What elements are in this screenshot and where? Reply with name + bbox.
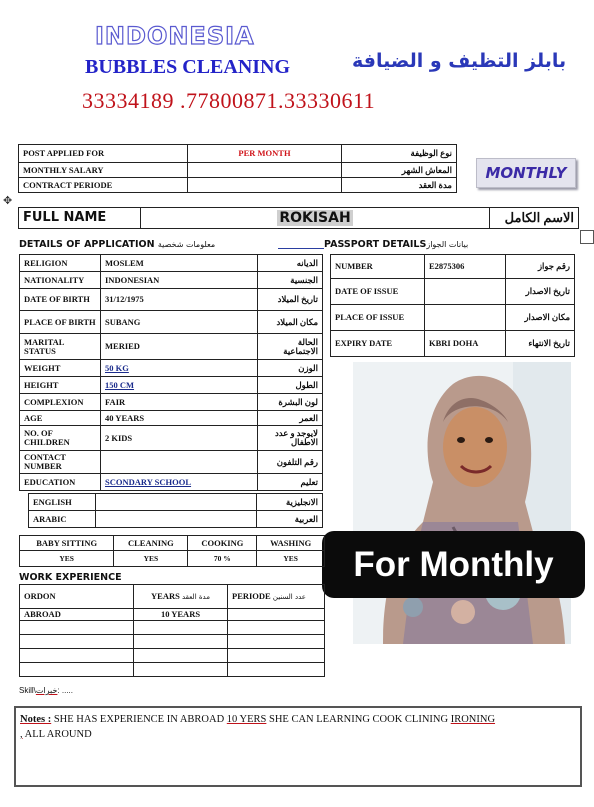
passport-value: KBRI DOHA (425, 331, 506, 357)
post-value: PER MONTH (188, 145, 342, 163)
detail-label: DATE OF BIRTH (20, 289, 101, 311)
passport-label: NUMBER (331, 255, 425, 279)
small-checkbox[interactable] (580, 230, 594, 244)
details-table (19, 254, 323, 491)
language-value (96, 511, 257, 528)
detail-label-ar: الوزن (258, 360, 323, 377)
detail-label: NO. OF CHILDREN (20, 426, 101, 451)
brand-arabic-name: بابلز التظيف و الضيافة (352, 50, 567, 72)
detail-label-ar: الحالة الاجتماعية (258, 334, 323, 360)
detail-label-ar: الديانه (258, 255, 323, 272)
detail-value: 50 KG (101, 360, 258, 377)
passport-label: EXPIRY DATE (331, 331, 425, 357)
work-header-periode-ar: عدد السنين (272, 592, 306, 601)
details-title (19, 239, 215, 250)
work-cell (134, 663, 228, 677)
passport-table (330, 254, 575, 357)
contract-label: CONTRACT PERIODE (19, 178, 188, 193)
language-label-ar: العربية (257, 511, 323, 528)
skill-header: WASHING (257, 536, 325, 551)
notes-part-underlined: , (20, 729, 23, 740)
work-cell (20, 649, 134, 663)
detail-label: COMPLEXION (20, 394, 101, 411)
work-cell (20, 663, 134, 677)
brand-title: INDONESIA (95, 22, 255, 50)
skill-header: CLEANING (114, 536, 188, 551)
passport-label: PLACE OF ISSUE (331, 305, 425, 331)
work-header-ordon: ORDON (20, 585, 134, 609)
detail-label: RELIGION (20, 255, 101, 272)
detail-label: MARITAL STATUS (20, 334, 101, 360)
brand-subtitle: BUBBLES CLEANING (85, 56, 291, 78)
work-experience-title: WORK EXPERIENCE (19, 572, 122, 583)
work-cell (228, 635, 325, 649)
work-experience-table (19, 584, 325, 677)
skill-value: YES (20, 551, 114, 567)
passport-value: E2875306 (425, 255, 506, 279)
passport-title-ar: بيانات الجواز (426, 240, 469, 249)
work-cell (20, 621, 134, 635)
detail-value: FAIR (101, 394, 258, 411)
full-name-text: ROKISAH (279, 209, 351, 226)
notes-part: SHE CAN LEARNING COOK CLINING (266, 714, 451, 725)
detail-label: CONTACT NUMBER (20, 451, 101, 474)
detail-label-ar: تاريخ الميلاد (258, 289, 323, 311)
skill-line (19, 686, 73, 695)
move-handle-icon[interactable]: ✥ (3, 195, 13, 207)
passport-title-text: PASSPORT DETAILS (324, 239, 427, 250)
passport-label-ar: مكان الاصدار (506, 305, 575, 331)
detail-value: INDONESIAN (101, 272, 258, 289)
salary-value (188, 163, 342, 178)
notes-text (20, 712, 576, 742)
detail-label: AGE (20, 411, 101, 426)
detail-label: EDUCATION (20, 474, 101, 491)
passport-label: DATE OF ISSUE (331, 279, 425, 305)
contract-value (188, 178, 342, 193)
work-cell (134, 649, 228, 663)
work-cell (228, 621, 325, 635)
skill-value: 70 % (188, 551, 257, 567)
skill-value: YES (114, 551, 188, 567)
detail-label: NATIONALITY (20, 272, 101, 289)
phone-numbers: 33334189 .77800871.33330611 (82, 88, 376, 113)
skill-ar: خبرات (35, 686, 58, 695)
notes-part-underlined: IRONING (450, 714, 496, 725)
applicant-photo-illustration (353, 362, 571, 644)
passport-label-ar: رقم جواز (506, 255, 575, 279)
post-table (18, 144, 457, 193)
full-name-label: FULL NAME (19, 208, 141, 229)
detail-value: MOSLEM (101, 255, 258, 272)
detail-value (101, 451, 258, 474)
passport-label-ar: تاريخ الانتهاء (506, 331, 575, 357)
detail-label-ar: لايوجد و عدد الاطفال (258, 426, 323, 451)
detail-label-ar: مكان الميلاد (258, 311, 323, 334)
detail-label-ar: العمر (258, 411, 323, 426)
work-cell: 10 YEARS (134, 609, 228, 621)
contract-label-ar: مدة العقد (342, 178, 457, 193)
for-monthly-banner: For Monthly (322, 531, 585, 598)
full-name-value (141, 208, 490, 229)
detail-value: SCONDARY SCHOOL (101, 474, 258, 491)
detail-value: MERIED (101, 334, 258, 360)
detail-value: 31/12/1975 (101, 289, 258, 311)
notes-part-underlined: 10 YERS (226, 714, 267, 725)
work-header-periode (228, 585, 325, 609)
detail-label-ar: الطول (258, 377, 323, 394)
language-value (96, 494, 257, 511)
detail-label: HEIGHT (20, 377, 101, 394)
skill-header: BABY SITTING (20, 536, 114, 551)
skill-header: COOKING (188, 536, 257, 551)
skill-value: YES (257, 551, 325, 567)
applicant-photo (353, 362, 571, 644)
work-cell (228, 649, 325, 663)
notes-part: SHE HAS EXPERIENCE IN ABROAD (51, 714, 227, 725)
detail-label-ar: رقم التلفون (258, 451, 323, 474)
detail-value: 150 CM (101, 377, 258, 394)
work-cell (228, 663, 325, 677)
notes-label: Notes : (20, 714, 52, 725)
salary-label: MONTHLY SALARY (19, 163, 188, 178)
detail-value: 40 YEARS (101, 411, 258, 426)
language-label: ARABIC (29, 511, 96, 528)
details-title-text: DETAILS OF APPLICATION (19, 239, 155, 250)
detail-label: WEIGHT (20, 360, 101, 377)
passport-label-ar: تاريخ الاصدار (506, 279, 575, 305)
detail-value: SUBANG (101, 311, 258, 334)
full-name-label-ar: الاسم الكامل (490, 208, 579, 229)
work-cell (134, 621, 228, 635)
work-cell: ABROAD (20, 609, 134, 621)
detail-label-ar: تعليم (258, 474, 323, 491)
passport-title (278, 239, 468, 250)
work-cell (20, 635, 134, 649)
salary-label-ar: المعاش الشهر (342, 163, 457, 178)
work-header-years-text: YEARS (151, 590, 180, 601)
work-cell (134, 635, 228, 649)
details-title-ar: معلومات شخصية (157, 240, 216, 249)
work-header-periode-text: PERIODE (232, 590, 271, 601)
detail-label-ar: لون البشرة (258, 394, 323, 411)
full-name-table (18, 207, 579, 229)
post-label: POST APPLIED FOR (19, 145, 188, 163)
post-label-ar: نوع الوظيفة (342, 145, 457, 163)
work-header-years-ar: مدة العقد (181, 592, 210, 601)
notes-part: ALL AROUND (22, 729, 92, 740)
language-label-ar: الانجليزية (257, 494, 323, 511)
skills-table (19, 535, 325, 567)
languages-table (28, 493, 323, 528)
passport-value (425, 279, 506, 305)
monthly-badge: MONTHLY (476, 158, 576, 188)
work-cell (228, 609, 325, 621)
work-header-years (134, 585, 228, 609)
skill-prefix: Skill\ (19, 686, 36, 695)
detail-label: PLACE OF BIRTH (20, 311, 101, 334)
skill-suffix: : ..... (57, 686, 73, 695)
passport-value (425, 305, 506, 331)
detail-value: 2 KIDS (101, 426, 258, 451)
language-label: ENGLISH (29, 494, 96, 511)
detail-label-ar: الجنسية (258, 272, 323, 289)
